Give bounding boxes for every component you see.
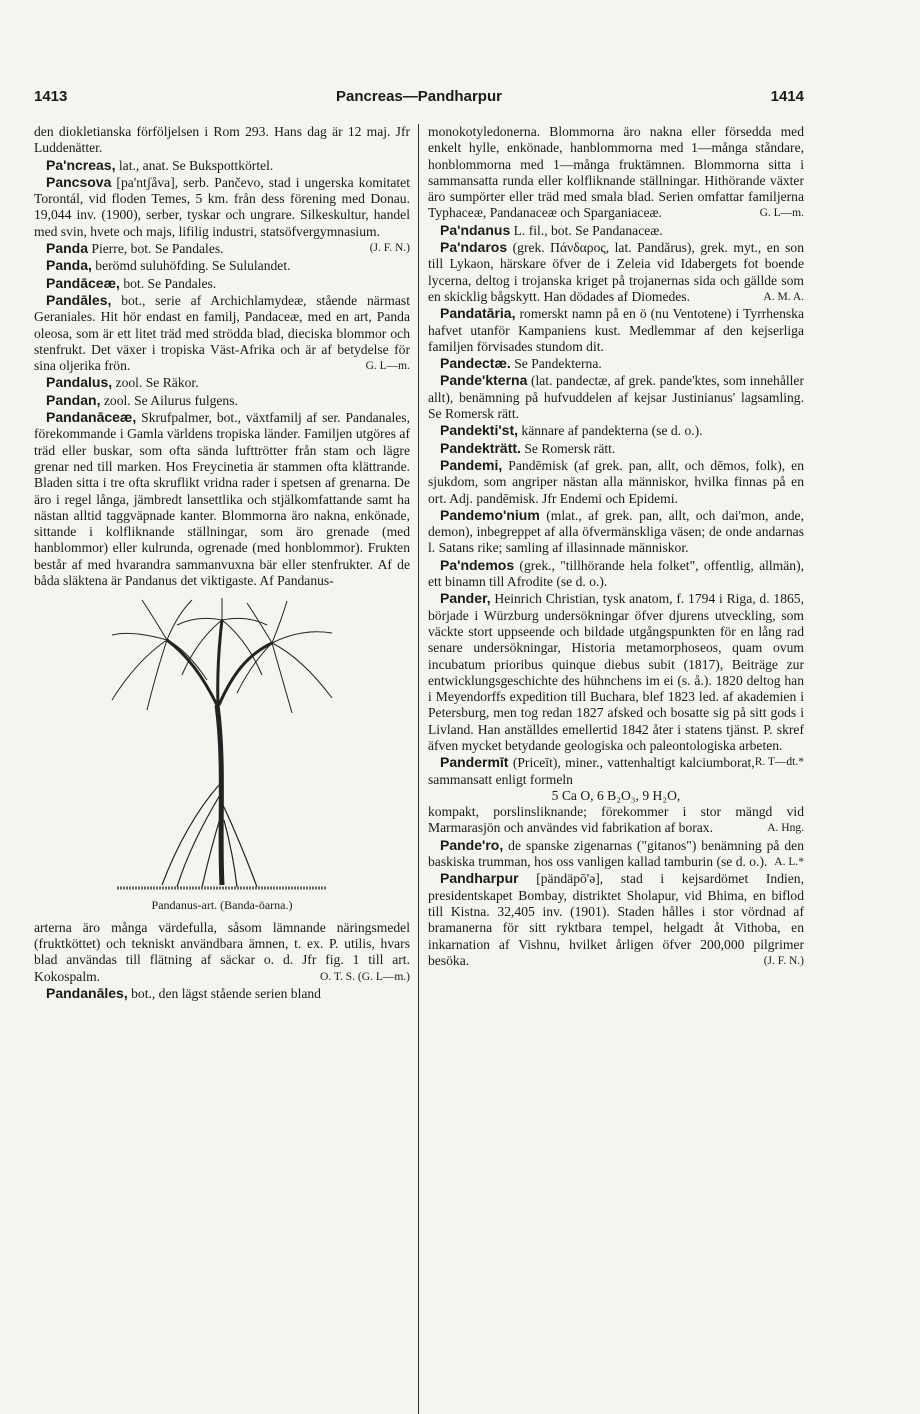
headword: Pande'ro, — [440, 836, 504, 853]
figure-pandanus — [34, 595, 410, 913]
entry — [428, 124, 804, 222]
left-column — [34, 124, 410, 1002]
entry — [428, 507, 804, 557]
entry — [34, 292, 410, 374]
entry-text: kännare af pandekterna (se d. o.). — [518, 423, 703, 439]
headword: Pandāceæ, — [46, 274, 120, 291]
headword: Pander, — [440, 590, 491, 607]
entry-text: (Priceīt), miner., vattenhaltigt kalciumborat, sammansatt enligt formeln — [428, 755, 755, 787]
entry-text: Pandēmisk (af grek. pan, allt, och dēmos, folk), en sjukdom, som angriper nästan alla människor, hvilka finnas på en ort. Adj. pandēmisk. Jfr Endemi och Epidemi. — [428, 457, 804, 506]
formula: 5 Ca O, 6 B₂O₃, 9 H₂O, — [551, 787, 681, 803]
entry-text: bot., serie af Archichlamydeæ, stående närmast Geraniales. Hit hör endast en familj, Pandaceæ, med en art, Panda oleosa, som är ett litet träd med strödda blad, dieciska blommor och stenfrukt. Det växer i tropiska Väst-Afrika och är af betydelse för sina oljerika frön. — [34, 292, 410, 374]
entry — [34, 124, 410, 157]
entry — [34, 374, 410, 391]
author-signature: G. L—m. — [365, 360, 410, 373]
entry-text: Pierre, bot. Se Pandales. — [88, 241, 224, 257]
entry — [34, 392, 410, 409]
entry-text: (lat. pandectæ, af grek. pande'ktes, som innehåller allt), benämning på hufvuddelen af kejsar Justinianus' lagsamling. Se Romersk rätt. — [428, 373, 804, 422]
entry-text: zool. Se Räkor. — [112, 375, 199, 391]
entry — [428, 457, 804, 507]
headword: Pandekträtt. — [440, 439, 521, 456]
entry-text: arterna äro många värdefulla, såsom lämnande näringsmedel (fruktköttet) och tekniskt användbara ämnen, t. ex. P. utilis, hvars blad användas till flätning af säckar o. d. Jfr fig. 1 till art. Kokospalm. — [34, 919, 410, 984]
author-signature: A. M. A. — [763, 290, 804, 303]
entry-text: (grek., "tillhörande hela folket", offentlig, allmän), ett binamn till Afrodite (se d. o.). — [428, 557, 804, 590]
entry — [428, 754, 804, 788]
headword: Pandatāria, — [440, 305, 516, 322]
figure-caption: Pandanus-art. (Banda-öarna.) — [151, 898, 293, 913]
author-signature: O. T. S. (G. L—m.) — [320, 970, 410, 983]
headword: Pa'ndanus — [440, 221, 511, 238]
entry — [428, 222, 804, 239]
entry — [34, 275, 410, 292]
entry-text: bot. Se Pandales. — [119, 275, 217, 291]
author-signature: A. L.* — [774, 856, 804, 869]
headword: Pandalus, — [46, 374, 113, 391]
entry — [34, 157, 410, 174]
headword: Pandharpur — [440, 870, 519, 887]
headword: Pandanāceæ, — [46, 409, 137, 426]
headword: Panda — [46, 240, 89, 257]
page-header — [34, 88, 804, 110]
entry-text: monokotyledonerna. Blommorna äro nakna eller försedda med enkelt hylle, enkönade, hanblommorna med 1—många ståndare, honblommorna med 1—många fruktämnen. Blommorna sitta i sammansatta runda eller kolfliknande ställningar. Hithörande växter äro sumpörter eller träd med smala blad. Serien omfattar familjerna Typhaceæ, Pandanaceæ och Sparganiaceæ. — [428, 124, 804, 221]
entry-text: L. fil., bot. Se Pandanaceæ. — [510, 222, 663, 238]
headword: Pancsova — [46, 173, 112, 190]
entry-text: berömd suluhöfding. Se Sululandet. — [91, 258, 291, 274]
right-column — [428, 124, 804, 969]
entry — [428, 305, 804, 355]
headword: Pa'ndaros — [440, 239, 508, 256]
entry — [428, 837, 804, 871]
entry-text: den diokletianska förföljelsen i Rom 293. Hans dag är 12 maj. Jfr Luddenätter. — [34, 124, 410, 156]
entry — [428, 239, 804, 305]
entry-text: kompakt, porslinsliknande; förekommer i stor mängd vid Marmarasjön och användes vid fabrikation af borax. — [428, 804, 804, 836]
entry-text: Se Romersk rätt. — [520, 440, 616, 456]
headword: Pandekti'st, — [440, 422, 519, 439]
entry — [428, 804, 804, 837]
entry-text: lat., anat. Se Bukspottkörtel. — [115, 157, 274, 173]
headword: Pande'kterna — [440, 372, 528, 389]
author-signature: G. L—m. — [759, 207, 804, 220]
entry-text: de spanske zigenarnas ("gitanos") benämning på den baskiska trumman, hos oss vanligen kallad tamburin (se d. o.). — [428, 837, 804, 870]
author-signature: A. Hng. — [767, 822, 804, 835]
author-signature: R. T—dt.* — [754, 756, 804, 769]
entry-text: bot., den lägst stående serien bland — [127, 985, 321, 1001]
entry-text: romerskt namn på en ö (nu Ventotene) i Tyrrhenska hafvet utanför Kampaniens kust. Medlemmar af den kejserliga familjen förvisades stundom dit. — [428, 306, 804, 354]
headword: Pandan, — [46, 391, 101, 408]
entry-text: [pa'ntʃåva], serb. Pančevo, stad i ungerska komitatet Torontál, vid floden Temes, 5 km. från dess förening med Donau. 19,044 inv. (1900), serber, tyskar och ungrare. Silkeskultur, handel med svin, hvete och majs, lifilig industri, statsöfvergymnasium. — [34, 174, 410, 239]
entry-text: (mlat., af grek. pan, allt, och dai'mon, ande, demon), inbegreppet af alla öfvermänskliga väsen; de onde andarnas l. Satans rike; samling af illasinnade människor. — [428, 507, 804, 556]
author-signature: (J. F. N.) — [369, 242, 410, 255]
headword: Pandemo'nium — [440, 506, 540, 523]
entry-text: Skrufpalmer, bot., växtfamilj af ser. Pandanales, förekommande i Gamla världens tropiska länder. Familjen utgöres af träd eller buskar, som ofta sända lufttrötter från stam och lägre grenar ned till marken. Hos Freycinetia är stammen ofta klättrande. Bladen sitta i tre ofta skruflikt vridna rader i spetsen af grenarna. De äro i regel långa, jämbredt lansettlika och stjälkomfattande samt ha nästan alltid taggväpnade kanter. Blommorna äro nakna, enkönade, sittande i kolfliknande ställningar, som äro grenade (med hanblommor) eller kulrunda, ogrenade (med honblommor). Frukten består af med hvarandra sammanvuxna bär eller stenfrukter. Af de båda släktena är Pandanus det viktigaste. Af Pandanus- — [34, 410, 410, 589]
entry — [428, 372, 804, 422]
entry-text: zool. Se Ailurus fulgens. — [100, 392, 238, 408]
page-number-left: 1413 — [34, 88, 68, 105]
headword: Pa'ndemos — [440, 556, 515, 573]
pandanus-illustration — [107, 595, 337, 895]
author-signature: (J. F. N.) — [763, 954, 804, 967]
entry-text: Heinrich Christian, tysk anatom, f. 1794 i Riga, d. 1865, började i Würzburg undersökningar öfver djurens utveckling, som väckte stort uppseende och bildade utgångspunkten för en lång rad senare undersökningar, Historia metamorphoseos, quam ovum incubatum prioribus quinque diebus subit (1817), Beiträge zur entwicklungsgeschichte des hühnchens im ei (s. å.). 1820 deltog han i Meyendorffs expedition till Buchara, blef 1823 led. af akademien i Petersburg, men tog redan 1827 afsked och bosatte sig på sitt gods i Livland. Han anställdes emellertid 1842 åter i statens tjänst. P. skref äfven mycket betydande geologiska och paleontologiska arbeten. — [428, 591, 804, 753]
headword: Panda, — [46, 257, 92, 274]
headword: Pandectæ. — [440, 355, 511, 372]
entry-text: (grek. Πάνδαρος, lat. Pandărus), grek. myt., en son till Lykaon, härskare öfver de i Zeleia vid Idabergets fot boende lycerna, deltog i trojanska kriget på trojanernas sida och gällde som en skicklig bågskytt. Han dödades af Diomedes. — [428, 240, 804, 304]
entry — [34, 240, 410, 257]
headword: Pandemi, — [440, 456, 503, 473]
entry-text: Se Pandekterna. — [510, 356, 602, 372]
headword: Pandermīt — [440, 754, 509, 771]
entry — [428, 557, 804, 591]
entry-text: [pändäpō'ə], stad i kejsardömet Indien, presidentskapet Bombay, distriktet Sholapur, vid Bhima, en biflod till Kistna. 32,405 inv. (1901). Staden hålles i stor vördnad af bramanerna för sitt ryktbara tempel, helgadt åt Vithoba, en inkarnation af Vishnu, hvilket årligen öfver 200,000 pilgrimer besöka. — [428, 871, 804, 968]
headword: Pa'ncreas, — [46, 156, 116, 173]
headword: Pandanāles, — [46, 984, 128, 1001]
entry — [34, 920, 410, 985]
page-number-right: 1414 — [770, 88, 804, 105]
column-divider — [418, 124, 419, 1414]
entry — [428, 440, 804, 457]
running-head: Pancreas—Pandharpur — [336, 88, 502, 105]
entry — [428, 422, 804, 439]
entry — [428, 355, 804, 372]
entry — [34, 985, 410, 1002]
headword: Pandāles, — [46, 291, 112, 308]
entry — [34, 409, 410, 589]
entry — [34, 257, 410, 274]
entry — [428, 870, 804, 969]
